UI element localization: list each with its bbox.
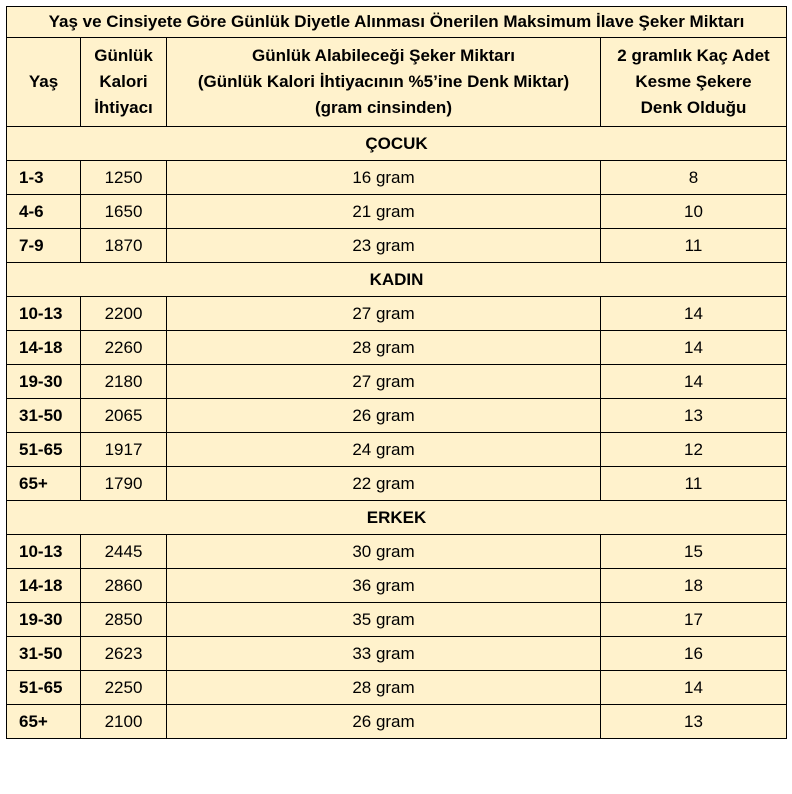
table-body (7, 127, 787, 739)
header-sugar-line: (Günlük Kalori İhtiyacının %5’ine Denk Miktar) (197, 72, 570, 91)
age-cell: 31-50 (7, 399, 81, 433)
table-row (7, 297, 787, 331)
sugar-table-container (6, 6, 787, 739)
calorie-cell: 2260 (81, 331, 167, 365)
sugar-cell: 27 gram (167, 297, 601, 331)
table-row (7, 433, 787, 467)
cubes-cell: 13 (601, 705, 787, 739)
cubes-cell: 14 (601, 671, 787, 705)
cubes-cell: 8 (601, 161, 787, 195)
section-title: KADIN (7, 263, 787, 297)
calorie-cell: 1650 (81, 195, 167, 229)
age-cell: 51-65 (7, 433, 81, 467)
table-row (7, 399, 787, 433)
age-cell: 51-65 (7, 671, 81, 705)
calorie-cell: 2065 (81, 399, 167, 433)
sugar-recommendation-table (6, 6, 787, 739)
age-cell: 19-30 (7, 603, 81, 637)
calorie-cell: 2200 (81, 297, 167, 331)
table-row (7, 637, 787, 671)
age-cell: 10-13 (7, 535, 81, 569)
calorie-cell: 1790 (81, 467, 167, 501)
sugar-cell: 28 gram (167, 671, 601, 705)
age-cell: 10-13 (7, 297, 81, 331)
sugar-cell: 36 gram (167, 569, 601, 603)
age-cell: 19-30 (7, 365, 81, 399)
header-calorie-line: Günlük (94, 46, 153, 65)
header-cubes-line: Kesme Şekere (635, 72, 752, 91)
cubes-cell: 11 (601, 467, 787, 501)
calorie-cell: 2100 (81, 705, 167, 739)
header-calorie-line: Kalori (99, 72, 148, 91)
calorie-cell: 1917 (81, 433, 167, 467)
sugar-cell: 26 gram (167, 705, 601, 739)
age-cell: 1-3 (7, 161, 81, 195)
sugar-cell: 27 gram (167, 365, 601, 399)
sugar-cell: 21 gram (167, 195, 601, 229)
header-sugar-line: (gram cinsinden) (315, 98, 452, 117)
cubes-cell: 15 (601, 535, 787, 569)
section-title: ÇOCUK (7, 127, 787, 161)
age-cell: 7-9 (7, 229, 81, 263)
calorie-cell: 2850 (81, 603, 167, 637)
calorie-cell: 2180 (81, 365, 167, 399)
table-row (7, 467, 787, 501)
table-row (7, 195, 787, 229)
calorie-cell: 1250 (81, 161, 167, 195)
section-row (7, 263, 787, 297)
table-row (7, 229, 787, 263)
age-cell: 31-50 (7, 637, 81, 671)
header-cubes-line: Denk Olduğu (640, 98, 747, 117)
age-cell: 14-18 (7, 569, 81, 603)
calorie-cell: 2445 (81, 535, 167, 569)
table-row (7, 161, 787, 195)
table-title: Yaş ve Cinsiyete Göre Günlük Diyetle Alınması Önerilen Maksimum İlave Şeker Miktarı (7, 7, 787, 38)
header-calorie (81, 38, 167, 127)
sugar-cell: 28 gram (167, 331, 601, 365)
cubes-cell: 13 (601, 399, 787, 433)
cubes-cell: 14 (601, 297, 787, 331)
cubes-cell: 14 (601, 331, 787, 365)
sugar-cell: 26 gram (167, 399, 601, 433)
header-sugar (167, 38, 601, 127)
section-title: ERKEK (7, 501, 787, 535)
age-cell: 65+ (7, 467, 81, 501)
table-row (7, 603, 787, 637)
sugar-cell: 33 gram (167, 637, 601, 671)
header-age: Yaş (7, 38, 81, 127)
calorie-cell: 2623 (81, 637, 167, 671)
header-calorie-line: İhtiyacı (94, 98, 153, 117)
section-row (7, 127, 787, 161)
sugar-cell: 16 gram (167, 161, 601, 195)
table-row (7, 705, 787, 739)
cubes-cell: 11 (601, 229, 787, 263)
header-sugar-line: Günlük Alabileceği Şeker Miktarı (252, 46, 515, 65)
section-row (7, 501, 787, 535)
calorie-cell: 2250 (81, 671, 167, 705)
calorie-cell: 2860 (81, 569, 167, 603)
sugar-cell: 30 gram (167, 535, 601, 569)
header-cubes (601, 38, 787, 127)
cubes-cell: 18 (601, 569, 787, 603)
sugar-cell: 23 gram (167, 229, 601, 263)
sugar-cell: 24 gram (167, 433, 601, 467)
sugar-cell: 22 gram (167, 467, 601, 501)
table-row (7, 671, 787, 705)
age-cell: 14-18 (7, 331, 81, 365)
table-row (7, 365, 787, 399)
table-row (7, 331, 787, 365)
table-row (7, 569, 787, 603)
table-row (7, 535, 787, 569)
header-cubes-line: 2 gramlık Kaç Adet (617, 46, 770, 65)
cubes-cell: 17 (601, 603, 787, 637)
age-cell: 65+ (7, 705, 81, 739)
cubes-cell: 14 (601, 365, 787, 399)
cubes-cell: 16 (601, 637, 787, 671)
cubes-cell: 12 (601, 433, 787, 467)
calorie-cell: 1870 (81, 229, 167, 263)
cubes-cell: 10 (601, 195, 787, 229)
age-cell: 4-6 (7, 195, 81, 229)
sugar-cell: 35 gram (167, 603, 601, 637)
